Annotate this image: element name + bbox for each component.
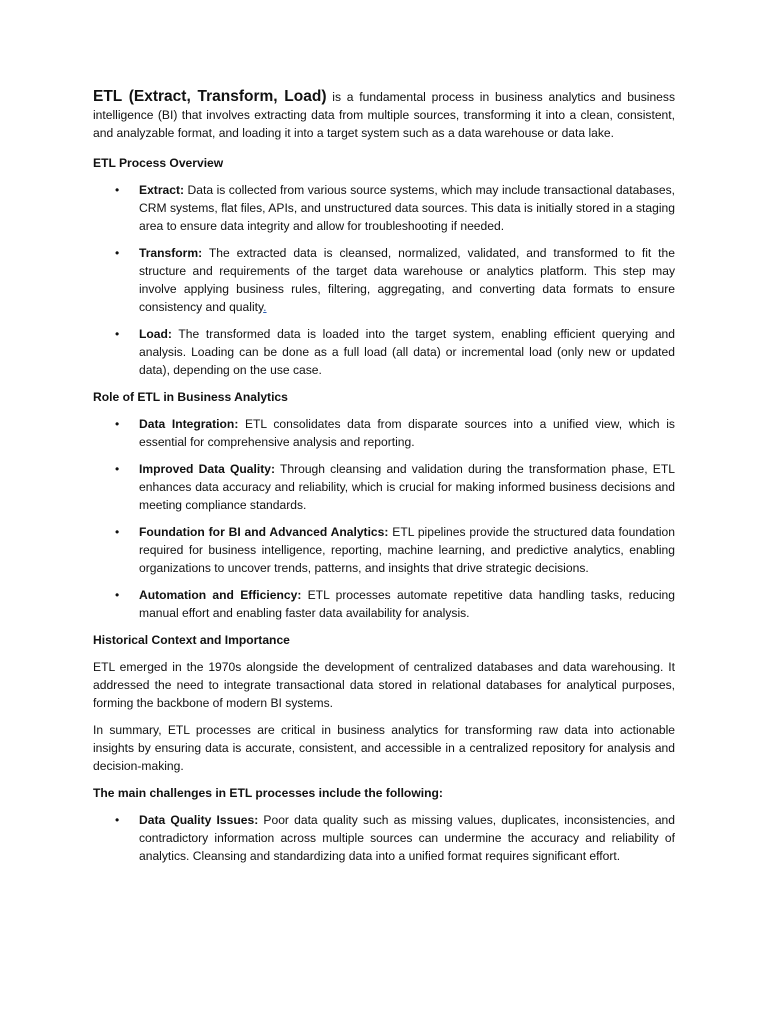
list-item-text: The extracted data is cleansed, normalized, validated, and transformed to fit the structure and requirements of the target data warehouse or analytics platform. This step may involve applying business rules, filtering, aggregating, and converting data formats to ensure consistency and quality bbox=[139, 246, 675, 314]
historical-paragraph: ETL emerged in the 1970s alongside the development of centralized databases and data warehousing. It addressed the need to integrate transactional data stored in relational databases for analytical purposes, forming the backbone of modern BI systems. bbox=[93, 660, 675, 710]
section-heading-main-challenges: The main challenges in ETL processes include the following: bbox=[93, 786, 443, 800]
bullet: • bbox=[115, 525, 120, 539]
list-item-data-quality-issues bbox=[93, 811, 675, 865]
list-item-text: ETL pipelines provide the structured data foundation required for business intelligence, reporting, machine learning, and predictive analytics, enabling organizations to uncover trends, patterns, and insights that drive strategic decisions. bbox=[139, 525, 676, 575]
inline-link[interactable]: . bbox=[263, 300, 267, 314]
list-item-term: Data Integration: bbox=[139, 417, 239, 431]
list-item-transform bbox=[93, 244, 675, 316]
bullet: • bbox=[115, 327, 120, 341]
list-item-text: ETL consolidates data from disparate sources into a unified view, which is essential for comprehensive analysis and reporting. bbox=[139, 417, 675, 449]
list-item-extract bbox=[93, 181, 675, 235]
bullet: • bbox=[115, 588, 120, 602]
list-item-term: Extract: bbox=[139, 183, 185, 197]
section-heading-role-of-etl: Role of ETL in Business Analytics bbox=[93, 390, 288, 404]
intro-paragraph bbox=[93, 88, 675, 142]
list-item-improved-data-quality bbox=[93, 460, 675, 514]
section-heading-etl-process-overview: ETL Process Overview bbox=[93, 156, 224, 170]
list-item-term: Improved Data Quality: bbox=[139, 462, 276, 476]
list-item-text: The transformed data is loaded into the target system, enabling efficient querying and analysis. Loading can be done as a full load (all data) or incremental load (only new or updated data), depending on the use case. bbox=[139, 327, 675, 377]
etl-process-list bbox=[93, 181, 675, 379]
list-item-term: Automation and Efficiency: bbox=[139, 588, 302, 602]
list-item-term: Transform: bbox=[139, 246, 203, 260]
intro-text: is a fundamental process in business analytics and business intelligence (BI) that involves extracting data from multiple sources, transforming it into a clean, consistent, and analyzable format, and loading it into a target system such as a data warehouse or data lake. bbox=[93, 90, 675, 140]
list-item-data-integration bbox=[93, 415, 675, 451]
list-item-term: Foundation for BI and Advanced Analytics: bbox=[139, 525, 389, 539]
list-item-load bbox=[93, 325, 675, 379]
list-item-text: Through cleansing and validation during the transformation phase, ETL enhances data accuracy and reliability, which is crucial for making informed business decisions and meeting compliance standards. bbox=[139, 462, 675, 512]
challenges-list bbox=[93, 811, 675, 865]
summary-paragraph: In summary, ETL processes are critical in business analytics for transforming raw data into actionable insights by ensuring data is accurate, consistent, and accessible in a centralized repository for analysis and decision-making. bbox=[93, 723, 675, 773]
bullet: • bbox=[115, 417, 120, 431]
intro-lead: ETL (Extract, Transform, Load) bbox=[93, 88, 327, 105]
etl-role-list bbox=[93, 415, 675, 622]
list-item-term: Load: bbox=[139, 327, 172, 341]
bullet: • bbox=[115, 183, 120, 197]
list-item-text: ETL processes automate repetitive data handling tasks, reducing manual effort and enabling faster data availability for analysis. bbox=[139, 588, 675, 620]
list-item-foundation-bi bbox=[93, 523, 675, 577]
list-item-text: Data is collected from various source systems, which may include transactional databases, CRM systems, flat files, APIs, and unstructured data sources. This data is initially stored in a staging area to ensure data integrity and allow for troubleshooting if needed. bbox=[139, 183, 675, 233]
list-item-term: Data Quality Issues: bbox=[139, 813, 259, 827]
bullet: • bbox=[115, 462, 120, 476]
document-page bbox=[93, 88, 675, 874]
bullet: • bbox=[115, 813, 120, 827]
bullet: • bbox=[115, 246, 120, 260]
section-heading-historical-context: Historical Context and Importance bbox=[93, 633, 290, 647]
list-item-text: Poor data quality such as missing values, duplicates, inconsistencies, and contradictory information across multiple sources can undermine the accuracy and reliability of analytics. Cleansing and standardizing data into a unified format requires significant effort. bbox=[139, 813, 675, 863]
list-item-automation bbox=[93, 586, 675, 622]
